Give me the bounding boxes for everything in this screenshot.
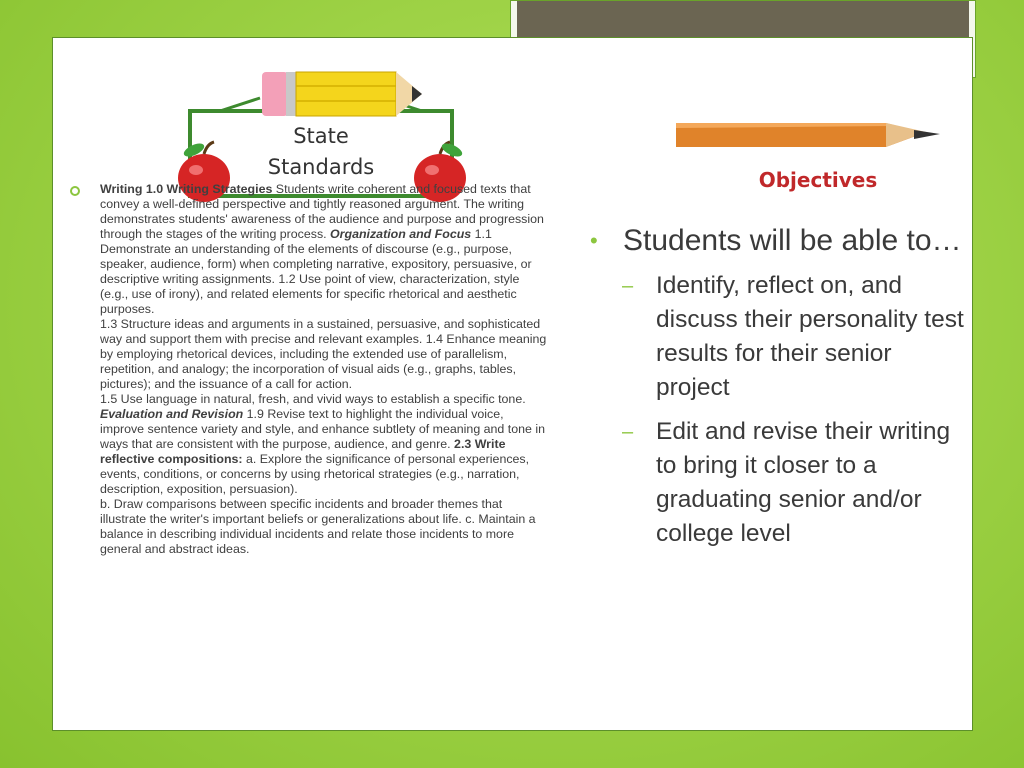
standards-paragraph: b. Draw comparisons between specific incidents and broader themes that illustrate the writer's important beliefs or generalizations about life. c. Maintain a balance in describing individual incidents and relate those incidents to more general and abstract ideas.: [100, 497, 536, 556]
objective-main-item: [590, 222, 970, 259]
heading-writing-strategies: Writing 1.0 Writing Strategies: [100, 182, 273, 196]
heading-reflective-compositions: 2.3 Write reflective compositions:: [100, 437, 506, 466]
dash-marker: –: [622, 275, 634, 297]
standards-label: Standards: [267, 155, 375, 179]
objectives-label: Objectives: [758, 168, 878, 192]
evaluation-text: 1.9 Revise text to highlight the individual voice, improve sentence variety and style, and enhance subtlety of meaning and tone in ways that are consistent with the purpose, audience, and genre.: [100, 407, 545, 451]
bullet-marker: •: [590, 228, 598, 253]
reflective-compositions-text: a. Explore the significance of personal experiences, events, conditions, or concerns by using rhetorical strategies (e.g., narration, description, exposition, persuasion).: [100, 452, 530, 496]
objective-main-text: Students will be able to…: [623, 224, 962, 257]
objective-sub-text: Edit and revise their writing to bring it closer to a graduating senior and/or college level: [656, 418, 951, 547]
dash-marker: –: [622, 421, 634, 443]
writing-strategies-text: Students write coherent and focused texts that convey a well-defined perspective and tightly reasoned argument. The writing demonstrates students' awareness of the audience and purpose and progression through the stages of the writing process.: [100, 182, 544, 241]
standards-paragraph: 1.3 Structure ideas and arguments in a sustained, persuasive, and sophisticated way and support them with precise and relevant examples. 1.4 Enhance meaning by employing rhetorical devices, including the extended use of parallelism, repetition, and analogy; the incorporation of visual aids (e.g., graphs, tables, pictures); and the issuance of a call for action.: [100, 317, 547, 391]
objectives-image: [676, 46, 958, 198]
standards-paragraph: [100, 392, 548, 497]
heading-evaluation-revision: Evaluation and Revision: [100, 407, 244, 421]
pencil-icon: [676, 123, 940, 147]
state-label: State: [293, 124, 349, 148]
objectives-svg: [676, 46, 958, 198]
standards-text: [100, 182, 548, 557]
heading-organization-focus: Organization and Focus: [330, 227, 472, 241]
objectives-list: [590, 222, 970, 551]
pencil-icon: [262, 72, 422, 116]
standard-1-5-text: 1.5 Use language in natural, fresh, and vivid ways to establish a specific tone.: [100, 392, 526, 406]
objective-sub-item: [590, 415, 970, 551]
bullet-marker: [70, 186, 80, 196]
standards-paragraph: [100, 182, 548, 317]
objective-sub-text: Identify, reflect on, and discuss their personality test results for their senior project: [656, 272, 964, 401]
objective-sub-item: [590, 269, 970, 405]
organization-text: 1.1 Demonstrate an understanding of the elements of discourse (e.g., purpose, speaker, audience, form) when completing narrative, expository, persuasive, or descriptive writing assignments. 1.2 Use point of view, characterization, style (e.g., use of irony), and related elements for specific rhetorical and aesthetic purposes.: [100, 227, 532, 316]
